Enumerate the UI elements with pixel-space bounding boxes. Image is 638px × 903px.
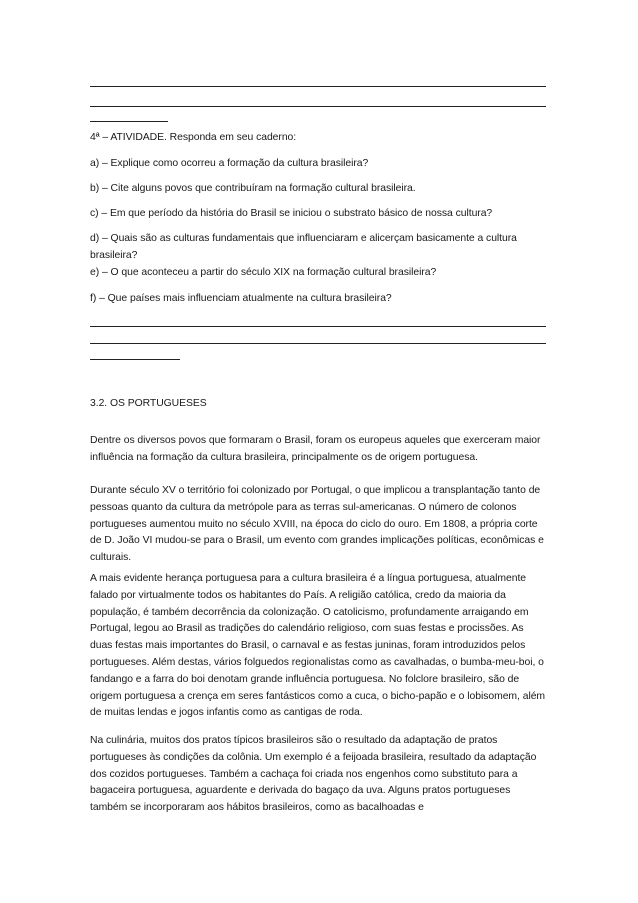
question-d: d) – Quais são as culturas fundamentais que influenciaram e alicerçam basicamente a cultura brasileira?: [90, 233, 517, 261]
question-e: e) – O que aconteceu a partir do século XIX na formação cultural brasileira?: [90, 267, 437, 278]
question-b: b) – Cite alguns povos que contribuíram na formação cultural brasileira.: [90, 183, 416, 194]
answer-line: [90, 121, 168, 122]
activity-title: 4ª – ATIVIDADE. Responda em seu caderno:: [90, 132, 297, 143]
question-f: f) – Que países mais influenciam atualmente na cultura brasileira?: [90, 293, 392, 304]
answer-line: [90, 106, 546, 107]
answer-line: [90, 326, 546, 327]
answer-line: [90, 86, 546, 87]
question-a: a) – Explique como ocorreu a formação da cultura brasileira?: [90, 158, 369, 169]
section-heading: 3.2. OS PORTUGUESES: [90, 398, 207, 409]
question-c: c) – Em que período da história do Brasil se iniciou o substrato básico de nossa cultura?: [90, 208, 493, 219]
answer-line: [90, 359, 180, 360]
answer-line: [90, 343, 546, 344]
paragraph: Durante século XV o território foi colonizado por Portugal, o que implicou a transplantação tanto de pessoas quanto da cultura da metrópole para as terras sul-americanas. O número de colonos portugueses aumentou muito no século XVIII, na época do ciclo do ouro. Em 1808, a própria corte de D. João VI mudou-se para o Brasil, um evento com grandes implicações políticas, econômicas e culturais.: [90, 485, 544, 564]
paragraph: Dentre os diversos povos que formaram o Brasil, foram os europeus aqueles que exerceram maior influência na formação da cultura brasileira, principalmente os de origem portuguesa.: [90, 435, 541, 463]
paragraph: A mais evidente herança portuguesa para a cultura brasileira é a língua portuguesa, atualmente falado por virtualmente todos os habitantes do País. A religião católica, credo da maioria da população, é também decorrência da colonização. O catolicismo, profundamente arraigando em Portugal, legou ao Brasil as tradições do calendário religioso, com suas festas e procissões. As duas festas mais importantes do Brasil, o carnaval e as festas juninas, foram introduzidos pelos portugueses. Além destas, vários folguedos regionalistas como as cavalhadas, o bumba-meu-boi, o fandango e a farra do boi denotam grande influência portuguesa. No folclore brasileiro, são de origem portuguesa a crença em seres fantásticos como a cuca, o bicho-papão e o lobisomem, além de muitas lendas e jogos infantis como as cantigas de roda.: [90, 573, 546, 719]
paragraph: Na culinária, muitos dos pratos típicos brasileiros são o resultado da adaptação de pratos portugueses às condições da colônia. Um exemplo é a feijoada brasileira, resultado da adaptação dos cozidos portugueses. Também a cachaça foi criada nos engenhos como substituto para a bagaceira portuguesa, aguardente e derivada do bagaço da uva. Alguns pratos portugueses também se incorporaram aos hábitos brasileiros, como as bacalhoadas e: [90, 735, 537, 814]
